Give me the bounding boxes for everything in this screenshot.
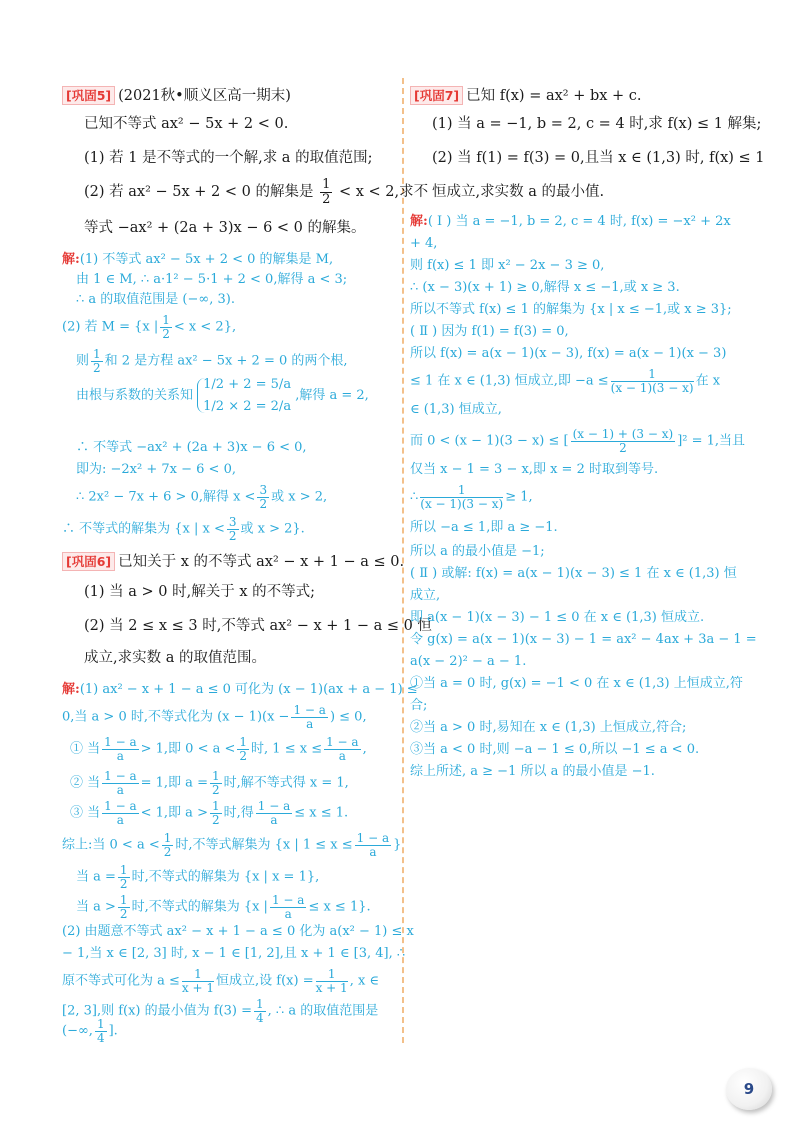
page-number-badge [726,1068,772,1110]
p7-s11: 仅当 x − 1 = 3 − x,即 x = 2 时取到等号. [410,462,659,477]
p7-s17: 即 a(x − 1)(x − 3) − 1 ≤ 0 在 x ∈ (1,3) 恒成立. [410,610,705,625]
p7-s9: ∈ (1,3) 恒成立, [410,402,502,417]
p5-s2: 由 1 ∈ M, ∴ a·1² − 5·1 + 2 < 0,解得 a < 3; [76,272,348,287]
p5-q1: (1) 若 1 是不等式的一个解,求 a 的取值范围; [84,150,373,166]
p6-tag: [巩固6] [62,552,115,571]
p7-s4: ∴ (x − 3)(x + 1) ≥ 0,解得 x ≤ −1,或 x ≥ 3. [410,280,680,295]
p7-s22: ②当 a > 0 时,易知在 x ∈ (1,3) 上恒成立,符合; [410,720,687,735]
p7-s7: 所以 f(x) = a(x − 1)(x − 3), f(x) = a(x − 1)(x − 3) [410,346,727,361]
p7-s24: 综上所述, a ≥ −1 所以 a 的最小值是 −1. [410,764,655,779]
p7-s2: + 4, [410,236,438,251]
p7-s6: ( Ⅱ ) 因为 f(1) = f(3) = 0, [410,324,569,339]
p7-q1: (1) 当 a = −1, b = 2, c = 4 时,求 f(x) ≤ 1 解集; [432,116,762,132]
p7-s3: 则 f(x) ≤ 1 即 x² − 2x − 3 ≥ 0, [410,258,605,273]
p5-source: (2021秋•顺义区高一期末) [118,88,291,104]
p6-s10: − 1,当 x ∈ [2, 3] 时, x − 1 ∈ [1, 2],且 x + 1 ∈ [3, 4], ∴ [62,946,406,961]
p6-s9: (2) 由题意不等式 ax² − x + 1 − a ≤ 0 化为 a(x² − 1) ≤ x [62,924,414,939]
p5-q2c: 等式 −ax² + (2a + 3)x − 6 < 0 的解集。 [84,220,366,236]
p5-s8: 即为: −2x² + 7x − 6 < 0, [76,462,236,477]
p7-s8: ≤ 1 在 x ∈ (1,3) 恒成立,即 −a ≤ $\frac{1}{(x - 1)(3 - x)}$ 在 x [410,367,721,395]
p7-s20: ①当 a = 0 时, g(x) = −1 < 0 在 x ∈ (1,3) 上恒成立,符 [410,676,743,691]
p7-s5: 所以不等式 f(x) ≤ 1 的解集为 {x | x ≤ −1,或 x ≥ 3}; [410,302,732,317]
p7-s15: ( Ⅱ ) 或解: f(x) = a(x − 1)(x − 3) ≤ 1 在 x ∈ (1,3) 恒 [410,566,737,581]
p5-s5: 则 $\frac{1}{2}$ 和 2 是方程 ax² − 5x + 2 = 0 的两个根, [76,347,348,375]
p6-s7: 当 a = $\frac{1}{2}$ 时,不等式的解集为 {x | x = 1}, [76,863,320,891]
p7-s23: ③当 a < 0 时,则 −a − 1 ≤ 0,所以 −1 ≤ a < 0. [410,742,700,757]
p6-s11: 原不等式可化为 a ≤ $\frac{1}{x + 1}$ 恒成立,设 f(x) = $\frac{1}{x + 1}$ , x ∈ [62,967,380,995]
p7-header: [巩固7] 已知 f(x) = ax² + bx + c. [410,86,642,105]
p7-tag: [巩固7] [410,86,463,105]
p6-s3: ① 当 $\frac{1 - a}{a}$ > 1,即 0 < a < $\frac{1}{2}$ 时, 1 ≤ x ≤ $\frac{1 - a}{a}$ , [70,735,367,763]
p6-s8: 当 a > $\frac{1}{2}$ 时,不等式的解集为 {x | $\frac{1 - a}{a}$ ≤ x ≤ 1}. [76,893,371,921]
fraction: $\frac{1}{2}$ [162,313,170,341]
p5-q2: (2) 若 ax² − 5x + 2 < 0 的解集是 $\frac{1}{2}$ < x < 2,求不 [84,177,429,207]
p7-q2: (2) 当 f(1) = f(3) = 0,且当 x ∈ (1,3) 时, f(x) ≤ 1 [432,150,765,166]
p7-s14: 所以 a 的最小值是 −1; [410,544,545,559]
p6-s2: 0,当 a > 0 时,不等式化为 (x − 1)(x − $\frac{1 - a}{a}$ ) ≤ 0, [62,703,367,731]
p5-s9: ∴ 2x² − 7x + 6 > 0,解得 x < $\frac{3}{2}$ 或 x > 2, [76,483,328,511]
p6-s12: [2, 3],则 f(x) 的最小值为 f(3) = $\frac{1}{4}$ , ∴ a 的取值范围是 [62,997,379,1025]
p5-s3: ∴ a 的取值范围是 (−∞, 3). [76,292,235,307]
p7-s21: 合; [410,698,428,713]
p5-s7: ∴ 不等式 −ax² + (2a + 3)x − 6 < 0, [76,440,307,455]
p6-s5: ③ 当 $\frac{1 - a}{a}$ < 1,即 a > $\frac{1}{2}$ 时,得 $\frac{1 - a}{a}$ ≤ x ≤ 1. [70,799,349,827]
page-number: 9 [743,1080,755,1098]
p5-s6: 由根与系数的关系知 1/2 + 2 = 5/a 1/2 × 2 = 2/a ,解得 a = 2, [76,377,369,414]
p6-q3: 成立,求实数 a 的取值范围。 [84,650,266,666]
p5-header [62,86,291,105]
p6-header: [巩固6] 已知关于 x 的不等式 ax² − x + 1 − a ≤ 0. [62,552,404,571]
p7-s13: 所以 −a ≤ 1,即 a ≥ −1. [410,520,558,535]
p6-q1: (1) 当 a > 0 时,解关于 x 的不等式; [84,584,315,600]
equation-system: 1/2 + 2 = 5/a 1/2 × 2 = 2/a [197,378,291,413]
p5-s1: 解:(1) 不等式 ax² − 5x + 2 < 0 的解集是 M, [62,252,334,267]
p7-s12: ∴ $\frac{1}{(x - 1)(3 - x)}$ ≥ 1, [410,483,533,511]
p5-s10: ∴ 不等式的解集为 {x | x < $\frac{3}{2}$ 或 x > 2}. [62,515,305,543]
p7-s19: a(x − 2)² − a − 1. [410,654,527,669]
p7-s16: 成立, [410,588,441,603]
p7-s18: 令 g(x) = a(x − 1)(x − 3) − 1 = ax² − 4ax + 3a − 1 = [410,632,757,647]
p5-s4: (2) 若 M = {x | $\frac{1}{2}$ < x < 2}, [62,313,237,341]
fraction: $\frac{1}{2}$ [322,177,331,207]
p5-tag: [巩固5] [62,86,115,105]
p6-s4: ② 当 $\frac{1 - a}{a}$ = 1,即 a = $\frac{1}{2}$ 时,解不等式得 x = 1, [70,769,349,797]
p6-q2: (2) 当 2 ≤ x ≤ 3 时,不等式 ax² − x + 1 − a ≤ 0 恒 [84,618,432,634]
p5-q0: 已知不等式 ax² − 5x + 2 < 0. [84,116,289,132]
p6-s6: 综上:当 0 < a < $\frac{1}{2}$ 时,不等式解集为 {x | 1 ≤ x ≤ $\frac{1 - a}{a}$ } [62,831,402,859]
fraction: $\frac{1}{2}$ [93,347,101,375]
p7-s1: 解:( Ⅰ ) 当 a = −1, b = 2, c = 4 时, f(x) = −x² + 2x [410,214,731,229]
p7-s10: 而 0 < (x − 1)(3 − x) ≤ [ $\frac{(x - 1) + (3 - x)}{2}$ ]² = 1,当且 [410,427,746,455]
fraction: $\frac{1 - a}{a}$ [293,703,326,731]
fraction: $\frac{3}{2}$ [228,515,237,543]
p7-q3: 恒成立,求实数 a 的最小值. [432,184,605,200]
p6-s1: 解:(1) ax² − x + 1 − a ≤ 0 可化为 (x − 1)(ax + a − 1) ≤ [62,682,418,697]
p6-s13: (−∞, $\frac{1}{4}$ ]. [62,1017,118,1045]
fraction: $\frac{3}{2}$ [259,483,268,511]
